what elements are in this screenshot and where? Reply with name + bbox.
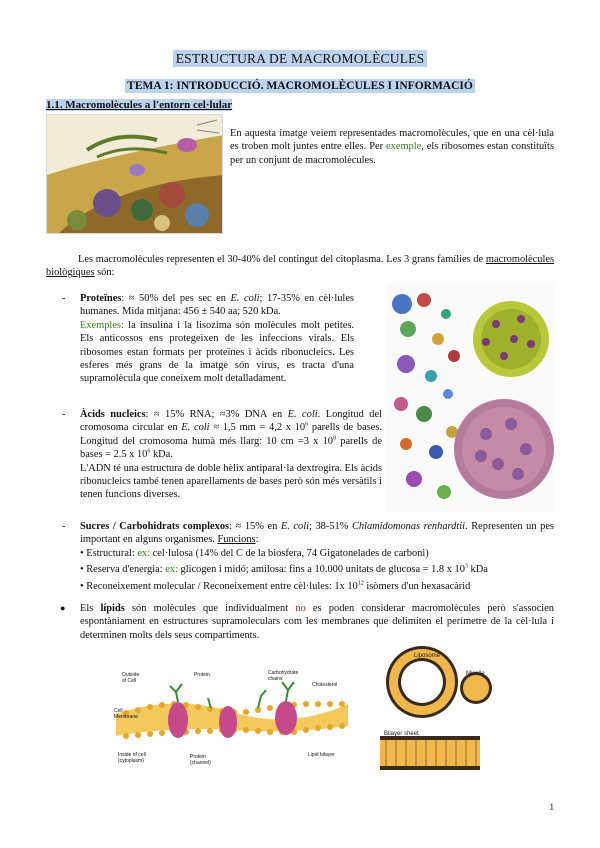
example-word: exemple: [386, 141, 422, 153]
list-item-proteines: [46, 292, 354, 386]
list-item-sucres: [46, 520, 554, 593]
list-item-lipids: [46, 602, 554, 642]
emphasis-no: no: [295, 603, 306, 614]
dna-structure-text: L'ADN té una estructura de doble hèlix antiparal·la dextrogira. Els àcids ribonucleics també tenen aparellaments de bases però són més versàtils i tenen funcions diverses.: [80, 462, 382, 501]
function-energy-reserve: • Reserva d'energia: ex: glicogen i midó; amilosa: fins a 10.000 unitats de glucosa = 1.8 x $10^3$ kDa: [80, 563, 488, 576]
label-micelle: Micelle: [466, 671, 485, 677]
function-structural: • Estructural: ex: cel·lulosa (14% del C de la biosfera, 74 Gigatonelades de carboni): [80, 547, 429, 559]
label-lipid-bilayer: Lipid bilayer: [308, 752, 335, 758]
label-outside-cell: Outside of Cell: [122, 672, 140, 684]
section-heading: 1.1. Macromolècules a l'entorn cel·lular: [46, 99, 233, 111]
acids-text: Àcids nucleics: ≈ 15% RNA; ≈3% DNA en E. coli. Longitud del cromosoma circular en E. coli ≈ 1,5 mm = 4,2 x $10^6$ parells de bases. Longitud del cromosoma humà més llarg: 10 cm =3 x $10^8$ parells de bases = 2.5 x $10^6$ kDa.: [80, 409, 382, 461]
proteines-text: Proteïnes: ≈ 50% del pes sec en E. coli; 17-35% en cèl·lules humanes. Mida mitjana: 456 ± 540 aa; 520 kDa. Exemples: la insulina i la lisozima són molècules molt petites. Els anticossos ens protegeixen de les infeccions virals. Els ribosomes estan formats per proteïnes i àcids ribonucleics. Les esferes més grans de la imatge són virus, es tracta d'una supramolècula que coneixem molt detalladament.: [80, 293, 354, 385]
term-sucres: Sucres / Carbohidrats complexos: [80, 521, 230, 532]
term-acids-nucleics: Àcids nucleics: [80, 409, 146, 420]
list-bullet: -: [62, 409, 66, 420]
cell-macromolecules-figure: [46, 114, 223, 234]
lipid-structures-figure: [380, 644, 500, 772]
list-bullet: ●: [60, 603, 66, 613]
term-proteines: Proteïnes: [80, 293, 122, 304]
list-bullet: -: [62, 521, 66, 532]
examples-label: Exemples:: [80, 319, 124, 331]
term-lipids: lípids: [100, 603, 125, 614]
lipids-text: Els lípids són molècules que individualment no es poden considerar macromolècules però s'associen espontàniament en estructures supramoleculars com les membranes que delimiten el perímetre de la cèl·lula i determinen molts dels seus compartiments.: [80, 603, 554, 641]
cell-crowding-illustration: [47, 115, 223, 234]
label-cholesterol: Cholesterol: [312, 682, 338, 688]
intro-paragraph: En aquesta imatge veiem representades macromolècules, que en una cèl·lula es troben molt juntes entre elles. Per exemple, els ribosomes estan constituïts per un conjunt de macromolècules.: [230, 128, 554, 166]
list-bullet: -: [62, 293, 66, 304]
sucres-text: Sucres / Carbohidrats complexos: ≈ 15% en E. coli; 38-51% Chlamidomonas renhardtii. Representen un pes important en alguns organismes. Funcions:: [80, 521, 554, 546]
label-bilayer-sheet: Bilayer sheet: [384, 731, 419, 737]
label-protein-channel: Protein (channel): [190, 754, 211, 766]
list-item-acids-nucleics: [46, 408, 554, 502]
label-liposome: Liposome: [414, 653, 441, 659]
cell-membrane-figure: [116, 664, 348, 772]
label-inside-cell: Inside of cell (cytoplasm): [118, 752, 146, 764]
label-protein: Protein: [194, 672, 210, 678]
label-cell-membrane: Cell Membrane: [114, 708, 138, 720]
biological-macromolecules-term: macromolècules biològiques: [46, 254, 554, 279]
label-carbohydrate-chains: Carbohydrate chains: [268, 670, 299, 682]
functions-label: Funcions: [217, 534, 256, 546]
topic-heading: TEMA 1: INTRODUCCIÓ. MACROMOLÈCULES I INFORMACIÓ: [127, 80, 473, 92]
macromolecules-paragraph: Les macromolècules representen el 30-40% del contingut del citoplasma. Les 3 grans famílies de macromolècules biològiques són:: [46, 254, 554, 279]
document-title: ESTRUCTURA DE MACROMOLÈCULES: [0, 52, 600, 65]
function-recognition: • Reconeixement molecular / Reconeixement entre cèl·lules: 1x $10^{12}$ isòmers d'un hexasacàrid: [80, 580, 471, 592]
page-number: 1: [549, 802, 554, 812]
